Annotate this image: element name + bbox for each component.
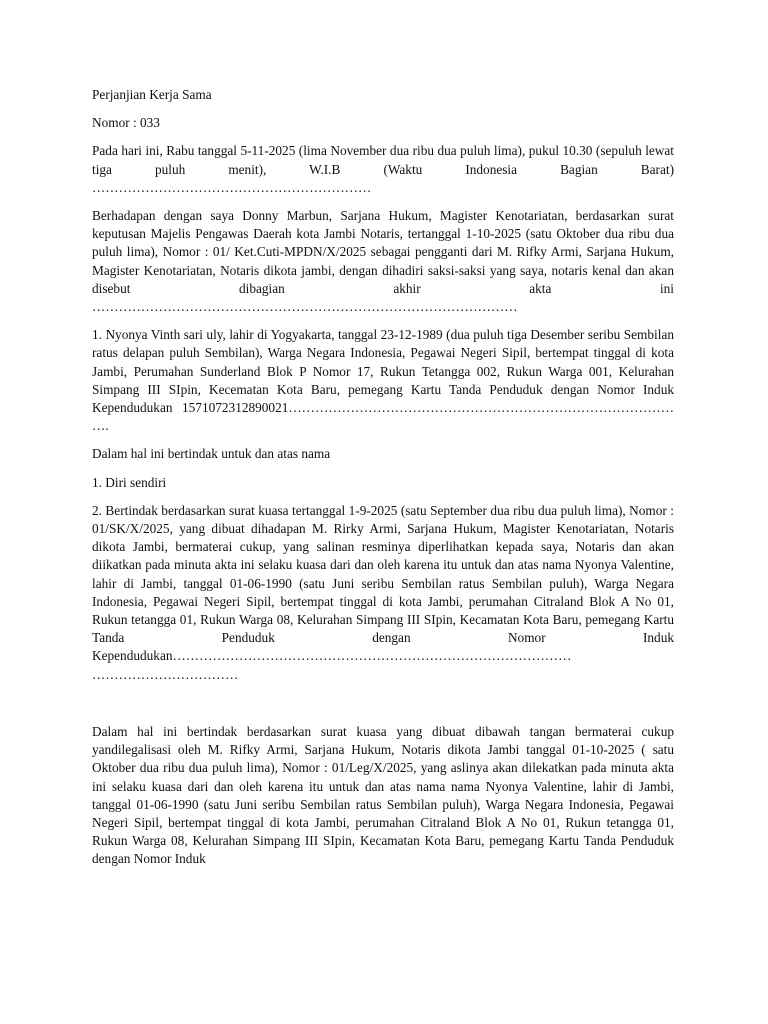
document-page bbox=[92, 86, 674, 879]
document-number: Nomor : 033 bbox=[92, 115, 160, 131]
legalized-attorney-paragraph: Dalam hal ini bertindak berdasarkan surat kuasa yang dibuat dibawah tangan bermaterai cukup yandilegalisasi oleh M. Rifky Armi, Sarjana Hukum, Notaris dikota Jambi tanggal 01-10-2025 ( satu Oktober dua ribu dua puluh lima), Nomor : 01/Leg/X/2025, yang aslinya akan dilekatkan pada minuta akta ini selaku kuasa dari dan oleh karena itu untuk dan atas nama nama Nyonya Valentine, lahir di Jambi, tanggal 01-06-1990 (satu Juni seribu Sembilan ratus Sembilan puluh), Warga Negara Indonesia, Pegawai Negeri Sipil, bertempat tinggal di kota Jambi, perumahan Citraland Blok A No 01, Rukun tetangga 01, Rukun Warga 08, Kelurahan Simpang III SIpin, Kecamatan Kota Baru, pemegang Kartu Tanda Penduduk dengan Nomor Induk bbox=[92, 723, 674, 867]
party-one-paragraph: 1. Nyonya Vinth sari uly, lahir di Yogyakarta, tanggal 23-12-1989 (dua puluh tiga Desember seribu Sembilan ratus delapan puluh Sembilan), Warga Negara Indonesia, Pegawai Negeri Sipil, bertempat tinggal di kota Jambi, Perumahan Sunderland Blok P Nomor 17, Rukun Tetangga 002, Rukun Warga 001, Kelurahan Simpang III SIpin, Kecematan Kota Baru, pemegang Kartu Tanda Penduduk dengan Nomor Induk Kependudukan 1571072312890021…………………………………………………………………………… …. bbox=[92, 327, 674, 434]
document-title: Perjanjian Kerja Sama bbox=[92, 87, 212, 102]
notary-paragraph: Berhadapan dengan saya Donny Marbun, Sarjana Hukum, Magister Kenotariatan, berdasarkan surat keputusan Majelis Pengawas Daerah kota Jambi Notaris, tertanggal 1-10-2025 (satu Oktober dua ribu dua puluh lima), Nomor : 01/ Ket.Cuti-MPDN/X/2025 sebagai pengganti dari M. Rifky Armi, Sarjana Hukum, Magister Kenotariatan, Notaris dikota jambi, dengan dihadiri saksi-saksi yang saya, notaris kenal dan akan disebut dibagian akhir akta ini …………………………………………………………………………………… bbox=[92, 208, 674, 315]
list-item-self: 1. Diri sendiri bbox=[92, 474, 167, 490]
acting-on-behalf-paragraph: Dalam hal ini bertindak untuk dan atas nama bbox=[92, 446, 331, 462]
opening-paragraph: Pada hari ini, Rabu tanggal 5-11-2025 (lima November dua ribu dua puluh lima), pukul 10.30 (sepuluh lewat tiga puluh menit), W.I.B (Waktu Indonesia Bagian Barat) ……………………………………………………… bbox=[92, 143, 674, 195]
power-of-attorney-paragraph: 2. Bertindak berdasarkan surat kuasa tertanggal 1-9-2025 (satu September dua ribu dua puluh lima), Nomor : 01/SK/X/2025, yang dibuat dihadapan M. Rirky Armi, Sarjana Hukum, Magister Kenotariatan, Notaris dikota Jambi, bermaterai cukup, yang salinan resminya diperlihatkan kepada saya, Notaris dan akan diikatkan pada minuta akta ini selaku kuasa dari dan oleh karena itu untuk dan atas nama Nyonya Valentine, lahir di Jambi, tanggal 01-06-1990 (satu Juni seribu Sembilan ratus Sembilan puluh), Warga Negara Indonesia, Pegawai Negeri Sipil, bertempat tinggal di kota Jambi, perumahan Citraland Blok A No 01, Rukun tetangga 01, Rukun Warga 08, Kelurahan Simpang III SIpin, Kecamatan Kota Baru, pemegang Kartu Tanda Penduduk dengan Nomor Induk Kependudukan……………………………………………………………………………… …………………………… bbox=[92, 502, 674, 682]
paragraph-spacer bbox=[92, 694, 674, 723]
